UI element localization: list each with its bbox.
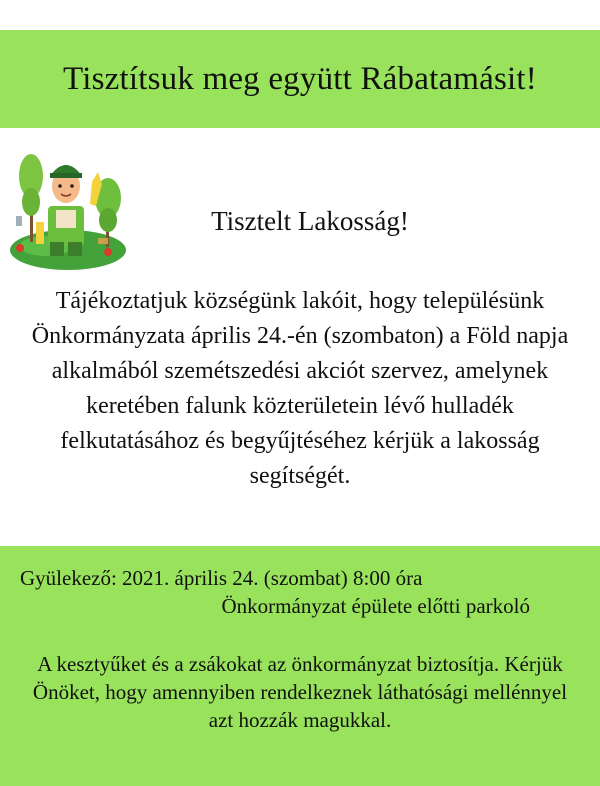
- meeting-time: Gyülekező: 2021. április 24. (szombat) 8:00 óra: [20, 566, 423, 590]
- details-section: [0, 546, 600, 786]
- announcement-text: Tájékoztatjuk községünk lakóit, hogy településünk Önkormányzata április 24.-én (szombaton) a Föld napja alkalmából szemétszedési akciót szervez, amelynek keretében falunk közterületein lévő hulladék felkutatásához és begyűjtéséhez kérjük a lakosság segítségét.: [31, 288, 569, 489]
- title-banner: [0, 30, 600, 128]
- greeting: Tisztelt Lakosság!: [211, 206, 409, 236]
- top-margin: [0, 0, 600, 30]
- meeting-place: Önkormányzat épülete előtti parkoló: [221, 594, 530, 618]
- page-title: Tisztítsuk meg együtt Rábatamásit!: [63, 60, 537, 97]
- gardener-with-trees-icon: [6, 142, 128, 270]
- intro-section: [0, 128, 600, 546]
- supplies-note: A kesztyűket és a zsákokat az önkormányzat biztosítja. Kérjük Önöket, hogy amennyiben rendelkeznek láthatósági mellénnyel azt hozzák magukkal.: [32, 652, 568, 732]
